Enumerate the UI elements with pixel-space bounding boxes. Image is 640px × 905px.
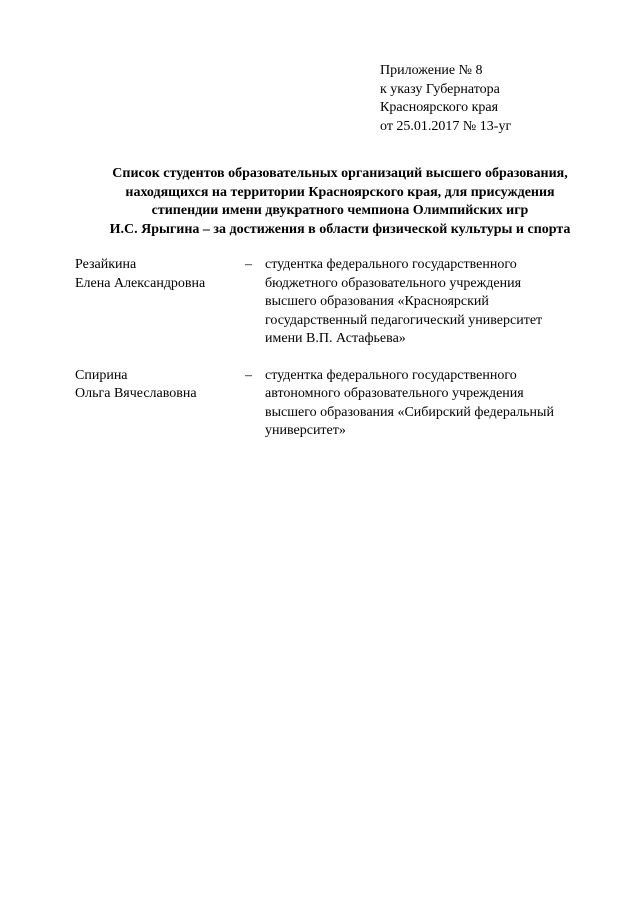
student-description: [265, 367, 605, 441]
student-surname: Резайкина: [75, 257, 137, 272]
title-line: Список студентов образовательных организаций высшего образования,: [112, 166, 568, 181]
appendix-line: к указу Губернатора: [380, 81, 500, 97]
student-description: [265, 256, 605, 349]
title-line: стипендии имени двукратного чемпиона Олимпийских игр: [151, 203, 529, 218]
student-entry: [75, 367, 605, 441]
student-entry: [75, 256, 605, 349]
entry-dash: –: [245, 367, 252, 383]
description-line: студентка федерального государственного: [265, 367, 517, 383]
description-line: государственный педагогический университет: [265, 312, 543, 328]
appendix-line: Красноярского края: [380, 100, 499, 115]
student-name: [75, 367, 245, 404]
entry-dash: –: [245, 257, 252, 272]
appendix-line: от 25.01.2017 № 13-уг: [380, 118, 512, 134]
title-line: находящихся на территории Красноярского края, для присуждения: [125, 184, 555, 200]
description-line: имени В.П. Астафьева»: [265, 331, 406, 346]
description-line: высшего образования «Сибирский федеральный: [265, 404, 554, 420]
document-title: [70, 165, 610, 239]
appendix-line: Приложение № 8: [380, 63, 483, 78]
student-list: [75, 256, 605, 459]
title-line: И.С. Ярыгина – за достижения в области физической культуры и спорта: [109, 221, 571, 237]
student-name: [75, 256, 245, 293]
student-given-name: Елена Александровна: [75, 275, 206, 291]
description-line: студентка федерального государственного: [265, 257, 517, 272]
description-line: автономного образовательного учреждения: [265, 386, 524, 401]
description-line: бюджетного образовательного учреждения: [265, 275, 522, 291]
student-surname: Спирина: [75, 367, 128, 383]
student-given-name: Ольга Вячеславовна: [75, 386, 197, 401]
description-line: высшего образования «Красноярский: [265, 294, 489, 309]
appendix-header: [380, 62, 511, 136]
description-line: университет»: [265, 423, 346, 438]
